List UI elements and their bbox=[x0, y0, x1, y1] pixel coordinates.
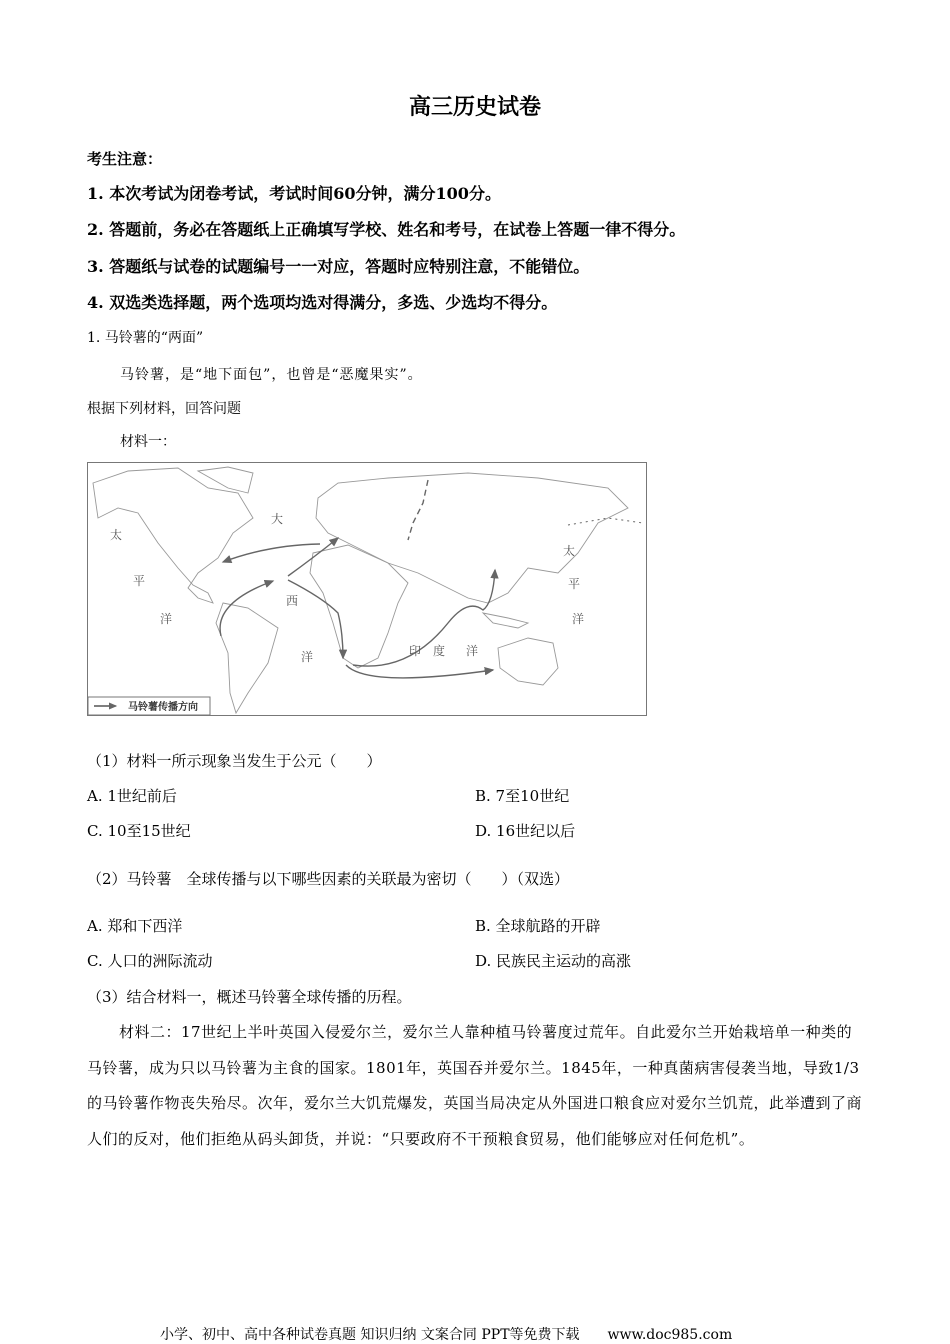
material1-label: 材料一： bbox=[120, 434, 176, 450]
notice-item: 4. 双选类选择题，两个选项均选对得满分，多选、少选均不得分。 bbox=[87, 293, 558, 312]
map-label: 洋 bbox=[572, 612, 585, 626]
page-title: 高三历史试卷 bbox=[408, 94, 541, 120]
sub3-stem: （3）结合材料一，概述马铃薯全球传播的历程。 bbox=[87, 988, 412, 1006]
notice-item: 1. 本次考试为闭卷考试，考试时间60分钟，满分100分。 bbox=[87, 184, 501, 203]
continent-outlines bbox=[93, 467, 628, 713]
map-label: 印 bbox=[409, 644, 422, 658]
world-map bbox=[88, 463, 646, 715]
map-label: 西 bbox=[286, 594, 299, 608]
option-b: B. 全球航路的开辟 bbox=[475, 917, 601, 935]
question-intro: 马铃薯，是“地下面包”，也曾是“恶魔果实”。 bbox=[120, 367, 423, 383]
option-a: A. 郑和下西洋 bbox=[87, 917, 183, 935]
notice-item: 3. 答题纸与试卷的试题编号一一对应，答题时应特别注意，不能错位。 bbox=[87, 257, 590, 276]
option-d: D. 16世纪以后 bbox=[475, 822, 576, 840]
question-heading: 1. 马铃薯的“两面” bbox=[87, 330, 204, 346]
map-label: 平 bbox=[568, 577, 581, 591]
legend-label: 马铃薯传播方向 bbox=[128, 702, 198, 713]
map-label: 大 bbox=[271, 512, 284, 526]
instruction: 根据下列材料，回答问题 bbox=[87, 401, 241, 417]
sub2-stem: （2）马铃薯 全球传播与以下哪些因素的关联最为密切（ ）（双选） bbox=[87, 870, 570, 888]
footer: 小学、初中、高中各种试卷真题 知识归纳 文案合同 PPT等免费下载 www.doc985.com bbox=[160, 1327, 733, 1343]
map-label: 度 bbox=[433, 644, 446, 658]
option-d: D. 民族民主运动的高涨 bbox=[475, 952, 632, 970]
option-a: A. 1世纪前后 bbox=[87, 787, 177, 805]
map-label: 洋 bbox=[466, 644, 479, 658]
map-legend bbox=[88, 697, 210, 715]
sub1-stem: （1）材料一所示现象当发生于公元（ ） bbox=[87, 752, 382, 770]
option-b: B. 7至10世纪 bbox=[475, 787, 570, 805]
map-label: 平 bbox=[133, 574, 146, 588]
notice-item: 2. 答题前，务必在答题纸上正确填写学校、姓名和考号，在试卷上答题一律不得分。 bbox=[87, 220, 686, 239]
material2-paragraph: 材料二：17世纪上半叶英国入侵爱尔兰，爱尔兰人靠种植马铃薯度过荒年。自此爱尔兰开始栽培单一种类的马铃薯，成为只以马铃薯为主食的国家。1801年，英国吞并爱尔兰。1845年，一种真菌病害侵袭当地，导致1/3的马铃薯作物丧失殆尽。次年，爱尔兰大饥荒爆发，英国当局决定从外国进口粮食应对爱尔兰饥荒，此举遭到了商人们的反对，他们拒绝从码头卸货，并说：“只要政府不干预粮食贸易，他们能够应对任何危机”。 bbox=[87, 1023, 863, 1148]
option-c: C. 人口的洲际流动 bbox=[87, 952, 213, 970]
map-label: 洋 bbox=[301, 650, 314, 664]
world-map-figure bbox=[87, 462, 647, 716]
map-label: 太 bbox=[110, 528, 123, 542]
map-label: 洋 bbox=[160, 612, 173, 626]
notice-heading: 考生注意： bbox=[87, 150, 163, 168]
map-label: 太 bbox=[563, 544, 576, 558]
option-c: C. 10至15世纪 bbox=[87, 822, 191, 840]
